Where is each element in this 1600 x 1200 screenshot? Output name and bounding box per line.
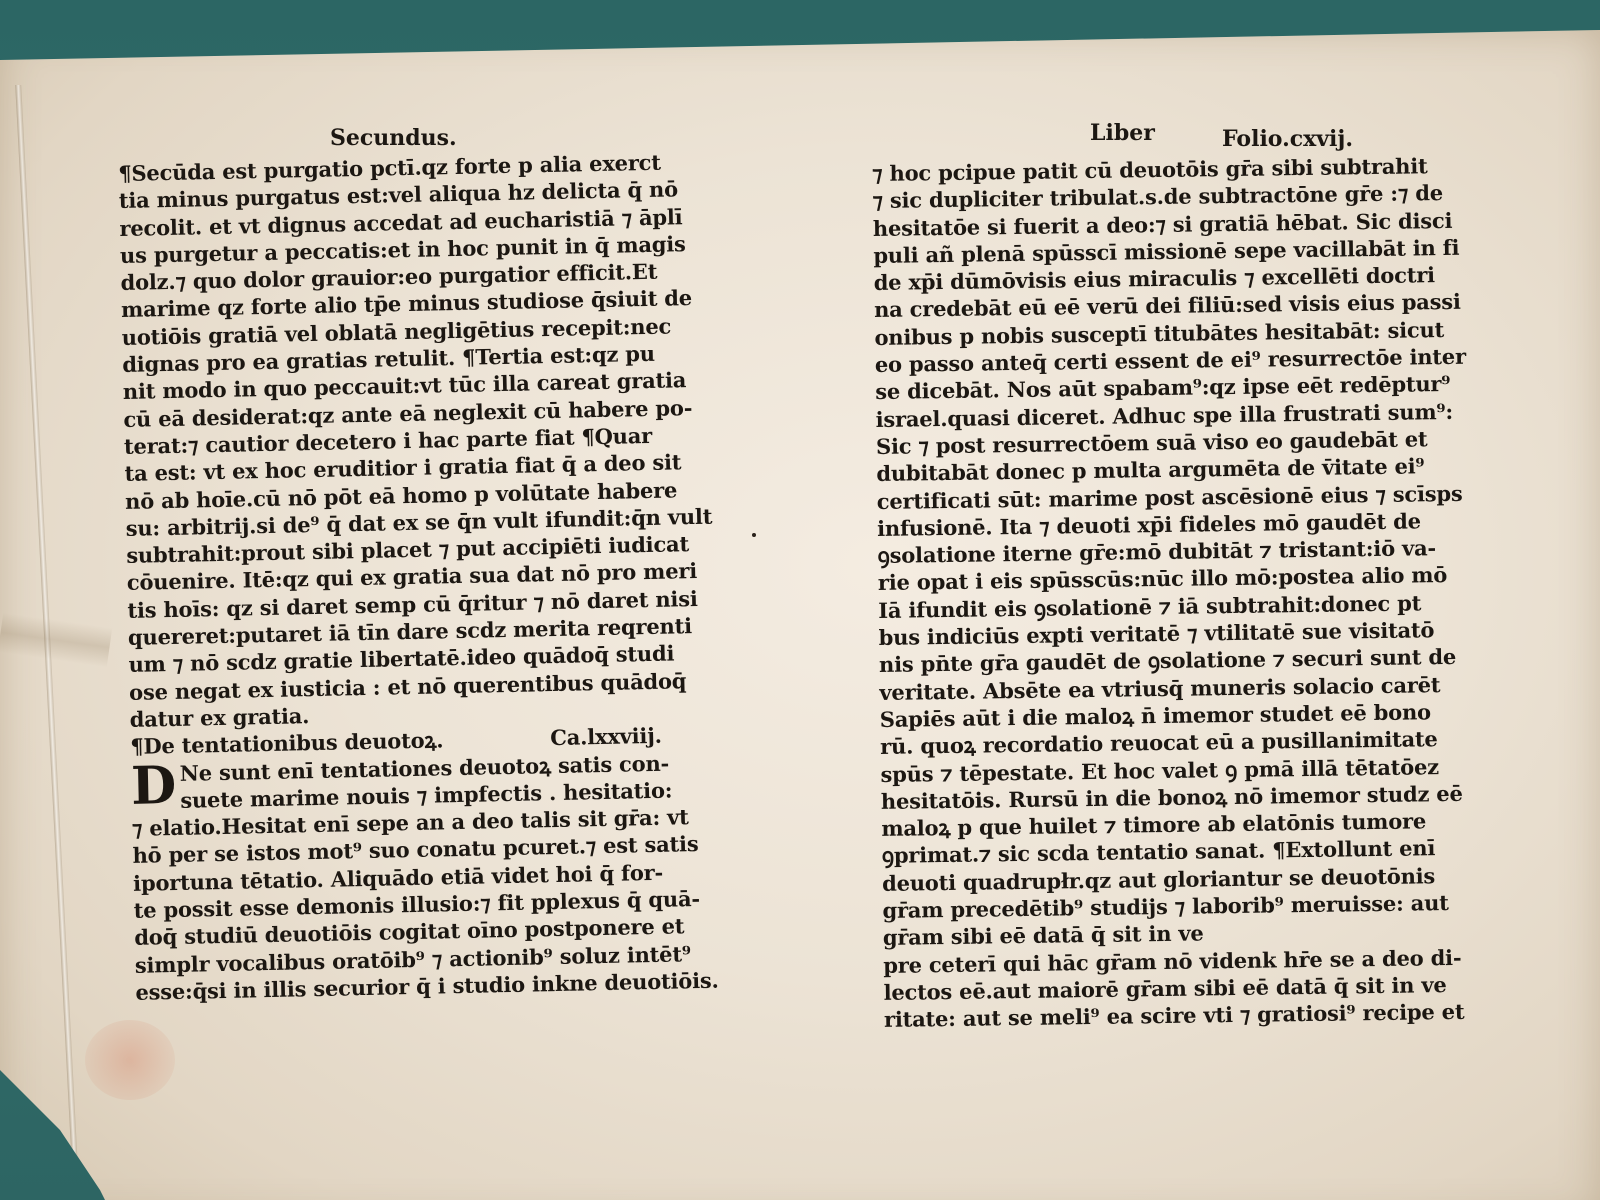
text-line: Ne sunt enī tentationes deuotoꝝ satis con- <box>179 750 670 786</box>
text-line: Sapiēs aūt i die maloꝝ n̄ imemor studet eē bono <box>879 699 1432 732</box>
text-line: Sic ⁊ post resurrectōem suā viso eo gaudebāt et <box>875 426 1428 459</box>
folio-number: Folio.cxvij. <box>1222 126 1354 152</box>
ink-speck <box>752 533 756 537</box>
drop-cap: D <box>130 754 177 817</box>
text-line: cū eā desiderat:qz ante eā neglexit cū habere po- <box>123 394 693 432</box>
text-line: hesitatōe si fuerit a deo:⁊ si gratiā hēbat. Sic disci <box>872 207 1453 241</box>
text-line: onibus p nobis susceptī titubātes hesitabāt: sicut <box>874 316 1445 350</box>
text-line: maloꝝ p que huilet ⁊ timore ab elatōnis tumore <box>881 808 1427 842</box>
text-line: na credebāt eū eē verū dei filiū:sed visis eius passi <box>873 289 1461 323</box>
page-stain <box>85 1020 175 1100</box>
text-line: veritate. Absēte ea vtriusq̄ muneris solacio carēt <box>879 671 1441 705</box>
text-line: ꝯprimat.⁊ sic scda tentatio sanat. ¶Extollunt enī <box>881 835 1436 869</box>
text-line: pre ceterī qui hāc gr̄am nō videnk hr̄e se a deo di- <box>883 944 1462 978</box>
text-line: su: arbitrij.si de⁹ q̄ dat ex se q̄n vult ifundit:q̄n vult <box>125 503 713 541</box>
text-line: dolz.⁊ quo dolor grauior:eo purgatior efficit.Et <box>120 258 658 296</box>
left-text-column <box>118 148 722 1006</box>
text-line: quereret:putaret iā tīn dare scdz merita reqrenti <box>127 613 693 650</box>
text-line: simplr vocalibus oratōib⁹ ⁊ actionib⁹ soluz intēt⁹ <box>134 940 692 978</box>
text-line: se dicebāt. Nos aūt spabam⁹:qz ipse eēt redēptur⁹ <box>875 371 1451 405</box>
text-line: subtrahit:prout sibi placet ⁊ put accipiēti iudicat <box>126 531 690 569</box>
text-line: te possit esse demonis illusio:⁊ fit pplexus q̄ quā- <box>133 885 701 923</box>
text-line: ta est: vt ex hoc eruditior i gratia fiat q̄ a deo sit <box>124 449 682 487</box>
text-line: rie opat i eis spūsscūs:nūc illo mō:postea alio mō <box>877 562 1448 596</box>
right-paragraphs <box>872 152 1475 1034</box>
text-line: suete marime nouis ⁊ impfectis . hesitatio: <box>180 777 673 813</box>
text-line: ¶Secūda est purgatio pctī.qz forte p alia exerct <box>118 149 662 186</box>
text-line: nis pn̄te gr̄a gaudēt de ꝯsolatione ⁊ securi sunt de <box>878 644 1457 678</box>
text-line: spūs ⁊ tēpestate. Et hoc valet ꝯ pmā illā tētatōez <box>880 753 1440 787</box>
text-line: deuoti quadrupłr.qz aut gloriantur se deuotōnis <box>881 862 1436 896</box>
chapter-subject: ¶De tentationibus deuotoꝝ. <box>130 727 444 760</box>
text-line: rū. quoꝝ recordatio reuocat eū a pusillanimitate <box>880 726 1438 760</box>
text-line: ⁊ elatio.Hesitat enī sepe an a deo talis sit gr̄a: vt <box>131 804 689 841</box>
text-line: nit modo in quo peccauit:vt tūc illa careat gratia <box>122 367 687 405</box>
text-line: gr̄am precedētib⁹ studijs ⁊ laborib⁹ meruisse: aut <box>882 890 1449 923</box>
left-paragraphs <box>118 148 716 733</box>
text-line: ꝯsolatione iterne gr̄e:mō dubitāt ⁊ tristant:iō va- <box>877 535 1437 569</box>
text-line: recolit. et vt dignus accedat ad eucharistiā ⁊ āplī <box>119 203 683 241</box>
chapter-number: Ca.lxxviij. <box>549 722 662 751</box>
text-line: um ⁊ nō scdz gratie libertatē.ideo quādoq̄ studi <box>128 640 675 678</box>
text-line: ose negat ex iusticia : et nō querentibus quādoq̄ <box>128 667 687 705</box>
text-line: iportuna tētatio. Aliquādo etiā videt hoi q̄ for- <box>132 859 664 896</box>
text-line: hesitatōis. Rursū in die bonoꝝ nō imemor studz eē <box>880 780 1463 814</box>
text-line: us purgetur a peccatis:et in hoc punit in q̄ magis <box>119 231 686 268</box>
text-line: dubitabāt donec p multa argumēta de v̄itate ei⁹ <box>876 453 1425 487</box>
text-line: ritate: aut se meli⁹ ea scire vti ⁊ gratiosi⁹ recipe et <box>883 999 1465 1033</box>
text-line: nō ab hoīe.cū nō pōt eā homo p volūtate habere <box>124 476 678 514</box>
right-text-column <box>872 152 1475 1034</box>
text-line: lectos eē.aut maiorē gr̄am sibi eē datā q̄ sit in ve <box>883 971 1447 1005</box>
chapter-body <box>131 748 723 1006</box>
text-line: bus indiciūs expti veritatē ⁊ vtilitatē sue visitatō <box>878 617 1435 650</box>
text-line: ⁊ hoc pcipue patit cū deuotōis gr̄a sibi subtrahit <box>872 153 1428 186</box>
text-line: ⁊ sic dupliciter tribulat.s.de subtractōne gr̄e :⁊ de <box>872 180 1444 214</box>
text-line: eo passo anteq̄ certi essent de ei⁹ resurrectōe inter <box>874 343 1467 378</box>
text-line: gr̄am sibi eē datā q̄ sit in ve <box>882 920 1204 951</box>
text-line: israel.quasi diceret. Adhuc spe illa frustrati sum⁹: <box>875 398 1454 432</box>
text-line: puli añ plenā spūsscī missionē sepe vacillabāt in fi <box>873 234 1460 268</box>
text-line: dignas pro ea gratias retulit. ¶Tertia est:qz pu <box>122 340 656 378</box>
text-line: doq̄ studiū deuotiōis cogitat oīno postponere et <box>134 913 685 951</box>
text-line: marime qz forte alio tp̄e minus studiose q̄siuit de <box>120 285 693 323</box>
text-line: infusionē. Ita ⁊ deuoti xp̄i fideles mō gaudēt de <box>876 508 1421 541</box>
text-line: cōuenire. Itē:qz qui ex gratia sua dat nō pro meri <box>126 558 698 596</box>
running-head-liber: Liber <box>1090 120 1155 146</box>
text-line: tis hoīs: qz si daret semp cū q̄ritur ⁊ nō daret nisi <box>127 585 698 623</box>
text-line: Iā ifundit eis ꝯsolationē ⁊ iā subtrahit:donec pt <box>878 590 1422 623</box>
text-line: terat:⁊ cautior decetero i hac parte fiat ¶Quar <box>123 422 653 459</box>
chapter-lines <box>131 748 723 1006</box>
text-line: esse:q̄si in illis securior q̄ i studio inkne deuotiōis. <box>135 967 719 1005</box>
running-head-left: Secundus. <box>330 125 457 151</box>
text-line: certificati sūt: marime post ascēsionē eius ⁊ scīsps <box>876 480 1463 514</box>
page-crease <box>0 613 112 668</box>
text-line: hō per se istos mot⁹ suo conatu pcuret.⁊ est satis <box>132 831 699 869</box>
text-line: datur ex gratia. <box>129 703 310 732</box>
text-line: de xp̄i dūmōvisis eius miraculis ⁊ excellēti doctri <box>873 262 1436 296</box>
text-line: uotiōis gratiā vel oblatā negligētius recepit:nec <box>121 313 672 350</box>
text-line: tia minus purgatus est:vel aliqua hz delicta q̄ nō <box>118 176 679 214</box>
